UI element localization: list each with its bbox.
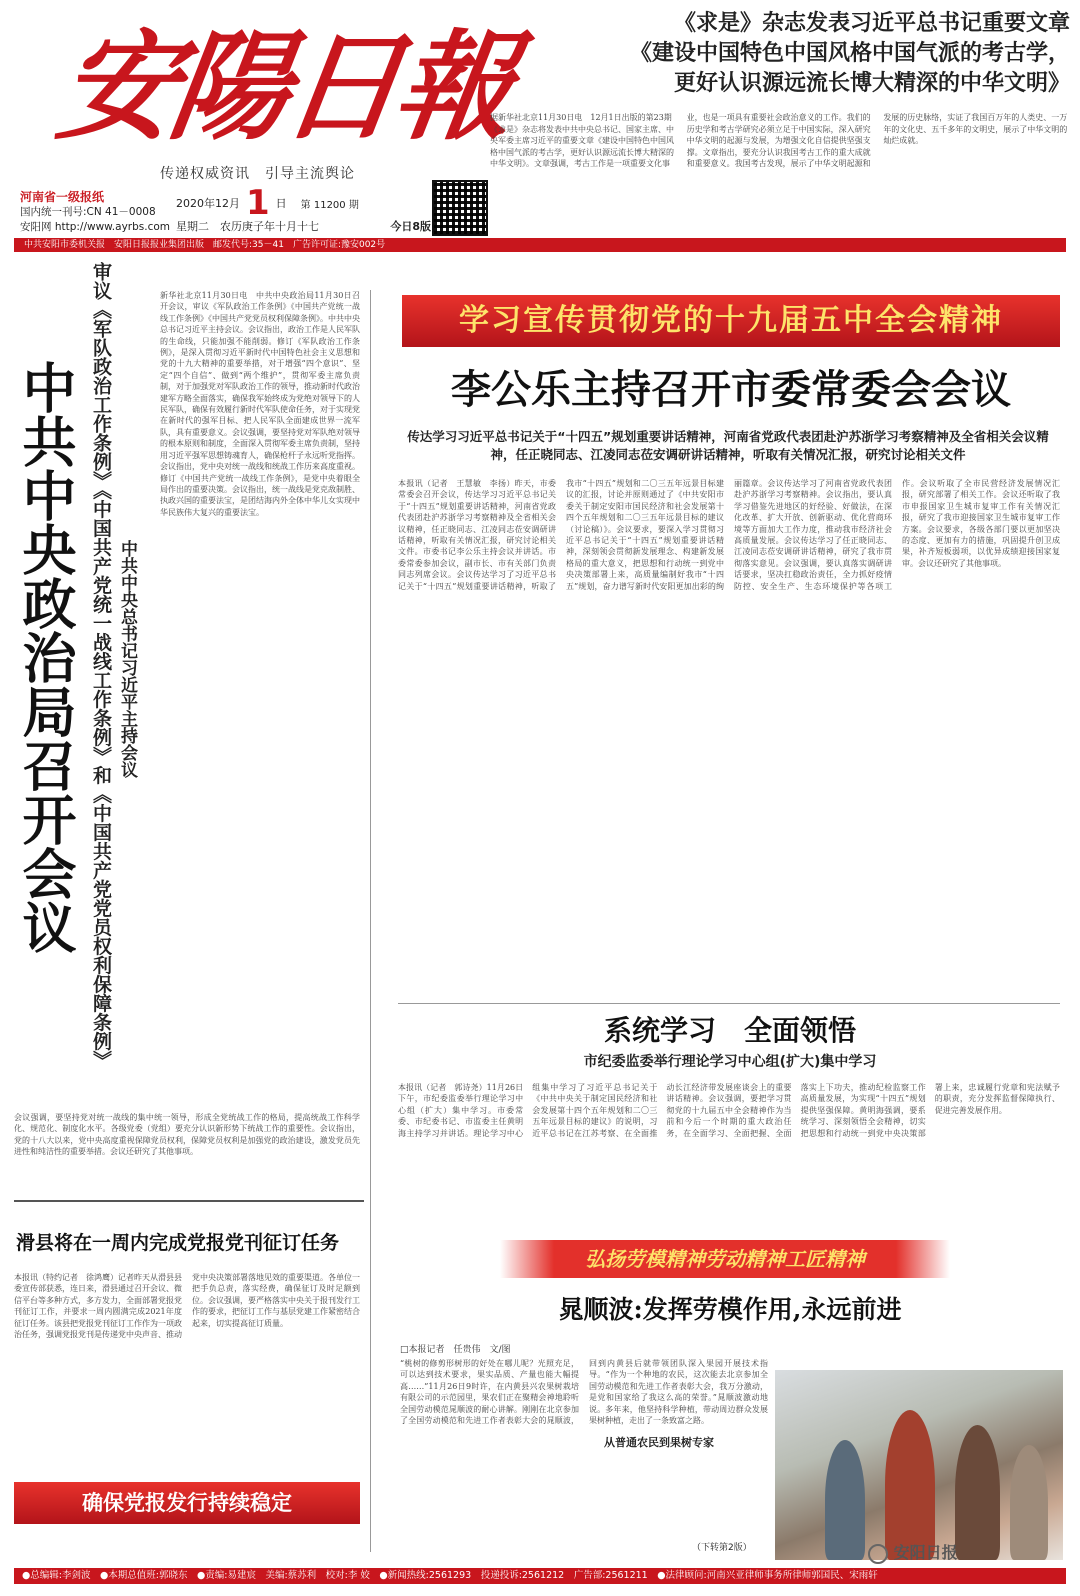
model-worker-body-text: “桃树的修剪形树形的好处在哪儿呢？光照充足，可以达到技术要求，果实品质、产量也能大幅提高……”11月26日9时许，在内黄县兴农果树栽培有限公司的示范园里，果农们正在聚精会神地聆听全国劳动模范晁顺波的耐心讲解。刚刚在北京参加了全国劳动模范和先进工作者表彰大会的晁顺波，回到内黄县后就带领团队深入果园开展技术指导。“作为一个种地的农民，这次能去北京参加全国劳动模范和先进工作者表彰大会，我万分激动，是党和国家给了我这么高的荣誉。”晁顺波激动地说。多年来，他坚持科学种植，带动周边群众发展果树种植，走出了一条致富之路。: [400, 1359, 768, 1426]
date-box: [176, 183, 431, 234]
top-story-headline: [490, 8, 1070, 98]
publication-info: [20, 190, 170, 235]
date-month: 2020年12月: [176, 197, 240, 210]
top-headline-1: 《求是》杂志发表习近平总书记重要文章: [673, 10, 1070, 36]
watermark-text: 安阳日报: [893, 1543, 958, 1562]
model-worker-headline: 晁顺波:发挥劳模作用,永远前进: [558, 1295, 902, 1324]
date-unit: 日: [275, 197, 287, 210]
website-link[interactable]: 安阳网 http://www.ayrbs.com: [20, 221, 171, 233]
study-campaign-banner: 学习宣传贯彻党的十九届五中全会精神: [402, 295, 1060, 347]
main-divider: [398, 1003, 1060, 1004]
continue-note[interactable]: （下转第2版）: [692, 1540, 752, 1553]
main-story-body: 本报讯（记者 王慧敏 李扬）昨天，市委常委会召开会议，传达学习习近平总书记关于“十四五”规划重要讲话精神，河南省党政代表团赴沪苏浙学习考察精神及全省相关会议精神，任正晓同志、江凌同志莅安调研讲话精神，听取有关情况汇报，研究讨论相关文件。市委书记李公乐主持会议并讲话。市委常委参加会议，副市长、市有关部门负责同志列席会议。会议传达学习了习近平总书记关于“十四五”规划重要讲话精神，听取了我市“十四五”规划和二〇三五年远景目标建议的汇报，讨论并原则通过了《中共安阳市委关于制定安阳市国民经济和社会发展第十四个五年规划和二〇三五年远景目标的建议（讨论稿）》。会议要求，要深入学习贯彻习近平总书记关于“十四五”规划重要讲话精神，深刻领会贯彻新发展理念、构建新发展格局的重大意义，把思想和行动统一到党中央决策部署上来，高质量编制好我市“十四五”规划，奋力谱写新时代安阳更加出彩的绚丽篇章。会议传达学习了河南省党政代表团赴沪苏浙学习考察精神。会议指出，要认真学习借鉴先进地区的好经验、好做法，在深化改革、扩大开放、创新驱动、优化营商环境等方面加大工作力度，推动我市经济社会高质量发展。会议传达学习了任正晓同志、江凌同志莅安调研讲话精神，研究了我市贯彻落实意见。会议强调，要认真落实调研讲话要求，坚决扛稳政治责任，全力抓好疫情防控、安全生产、生态环境保护等各项工作。会议听取了全市民营经济发展情况汇报，研究部署了相关工作。会议还听取了我市申报国家卫生城市复审工作有关情况汇报，研究了我市迎接国家卫生城市复审工作方案。会议要求，各级各部门要以更加坚决的态度、更加有力的措施，巩固提升创卫成果，补齐短板弱项，以优异成绩迎接国家复审。会议还研究了其他事项。: [398, 479, 1060, 591]
model-worker-banner: 弘扬劳模精神劳动精神工匠精神: [500, 1240, 950, 1278]
weekday-lunar: 星期二 农历庚子年十月十七: [176, 220, 319, 233]
model-worker-byline: □本报记者 任贵伟 文/图: [400, 1345, 511, 1355]
person-figure: [1010, 1445, 1048, 1560]
top-story-body: 据新华社北京11月30日电 12月1日出版的第23期《求是》杂志将发表中共中央总书记、国家主席、中央军委主席习近平的重要文章《建设中国特色中国风格中国气派的考古学，更好认识源远流长博大精深的中华文明》。文章强调，考古工作是一项重要文化事业，也是一项具有重要社会政治意义的工作。我们的历史学和考古学研究必须立足于中国实际，深入研究中华文明的起源与发展，为增强文化自信提供坚强支撑。文章指出，要充分认识我国考古工作的重大成就和重要意义。我国考古发现，展示了中华文明起源和发展的历史脉络，实证了我国百万年的人类史、一万年的文化史、五千多年的文明史，展示了中华文明的灿烂成就。: [490, 113, 1068, 168]
politburo-headline: 中共中央政治局召开会议: [14, 360, 77, 954]
orchard-photo: [775, 1370, 1063, 1560]
politburo-body-text: 新华社北京11月30日电 中共中央政治局11月30日召开会议，审议《军队政治工作条例》《中国共产党统一战线工作条例》《中国共产党党员权利保障条例》。中共中央总书记习近平主持会议。会议指出，政治工作是人民军队的生命线，只能加强不能削弱。修订《军队政治工作条例》，是深入贯彻习近平新时代中国特色社会主义思想和党的十九大精神的重要举措，对于增强“四个意识”、坚定“四个自信”、做到“两个维护”，贯彻军委主席负责制，对于加强党对军队政治工作的领导，推动新时代政治建军方略全面落实，确保我军始终成为党绝对领导下的人民军队，确保有效履行新时代军队使命任务，对于实现党在新时代的强军目标、把人民军队全面建成世界一流军队，具有重要意义。会议强调，要坚持党对军队绝对领导的根本原则和制度，全面深入贯彻军委主席负责制，坚持用习近平强军思想铸魂育人，确保枪杆子永远听党指挥。会议指出，党中央对统一战线和统战工作历来高度重视。修订《中国共产党统一战线工作条例》，是党中央着眼全局作出的重要决策。会议指出，统一战线是党克敌制胜、执政兴国的重要法宝，是团结海内外全体中华儿女实现中华民族伟大复兴的重要法宝。: [160, 291, 360, 517]
top-headline-3: 更好认识源远流长博大精深的中华文明》: [673, 70, 1070, 96]
wechat-icon: [868, 1544, 888, 1564]
issue-number: 第 11200 期: [300, 199, 359, 211]
model-worker-subhead: 从普通农民到果树专家: [600, 1432, 718, 1452]
huaxian-body: 本报讯（特约记者 徐鸿鹰）记者昨天从滑县县委宣传部获悉，连日来，滑县通过召开会议、微信平台等多种方式，多方发力，全面部署党报党刊征订工作，并要求一周内圆满完成2021年度征订任务。该县把党报党刊征订工作作为一项政治任务，强调党报党刊是传递党中央声音、推动党中央决策部署落地见效的重要渠道。各单位一把手负总责，落实经费，确保征订及时足额到位。会议强调，要严格落实中央关于报刊发行工作的要求，把征订工作与基层党建工作紧密结合起来，切实提高征订质量。: [14, 1273, 360, 1340]
politburo-body-continued: 会议强调，要坚持党对统一战线的集中统一领导，形成全党统战工作的格局，提高统战工作科学化、规范化、制度化水平。各级党委（党组）要充分认识新形势下统战工作的重要性。会议指出，党的十八大以来，党中央高度重视保障党员权利，保障党员权利是加强党的政治建设，激发党员先进性和纯洁性的重要举措。会议还研究了其他事项。: [14, 1113, 360, 1157]
study-body: 本报讯（记者 郭诗尧）11月26日下午，市纪委监委举行理论学习中心组（扩大）集中学习。市委常委、市纪委书记、市监委主任黄明海主持学习并讲话。理论学习中心组集中学习了习近平总书记关于《中共中央关于制定国民经济和社会发展第十四个五年规划和二〇三五年远景目标的建议》的说明，习近平总书记在江苏考察、在全面推动长江经济带发展座谈会上的重要讲话精神。会议强调，要把学习贯彻党的十九届五中全会精神作为当前和今后一个时期的重大政治任务，在全面学习、全面把握、全面落实上下功夫，推动纪检监察工作高质量发展，为实现“十四五”规划提供坚强保障。黄明海强调，要系统学习、深刻领悟全会精神，切实把思想和行动统一到党中央决策部署上来，忠诚履行党章和宪法赋予的职责，充分发挥监督保障执行、促进完善发展作用。: [398, 1083, 1060, 1138]
masthead-slogan: 传递权威资讯 引导主流舆论: [160, 166, 355, 182]
masthead-logo: [50, 12, 518, 162]
politburo-subtitle-1: 审议《军队政治工作条例》《中国共产党统一战线工作条例》和《中国共产党党员权利保障条例》: [90, 262, 112, 1070]
paper-level: 河南省一级报纸: [20, 190, 105, 204]
model-worker-body: [400, 1358, 768, 1550]
politburo-subtitle-2: 中共中央总书记习近平主持会议: [117, 540, 137, 778]
footer-credits: ●总编辑:李剑波 ●本期总值班:郭晓东 ●责编:易建宸 美编:蔡苏利 校对:李 姣 ●新闻热线:2561293 投递投诉:2561212 广告部:2561211 ●法律顾问:河南兴亚律师事务所律师郭国民、宋雨轩: [14, 1568, 1066, 1584]
top-headline-2: 《建设中国特色中国风格中国气派的考古学，: [629, 40, 1070, 66]
main-subheadline: 传达学习习近平总书记关于“十四五”规划重要讲话精神，河南省党政代表团赴沪苏浙学习考察精神及全省相关会议精神，任正晓同志、江凌同志莅安调研讲话精神，听取有关情况汇报，研究讨论相关文件: [407, 429, 1049, 462]
qr-code-icon[interactable]: [432, 180, 488, 236]
cn-number: 国内统一刊号:CN 41－0008: [20, 206, 156, 218]
publisher-bar: 中共安阳市委机关报 安阳日报报业集团出版 邮发代号:35－41 广告许可证:豫安002号: [14, 238, 1066, 252]
page-count: 今日8版: [390, 220, 431, 233]
main-headline: 李公乐主持召开市委常委会会议: [451, 367, 1011, 413]
column-divider: [370, 290, 371, 1552]
masthead-title: 安陽日報: [50, 17, 518, 156]
date-day: 1: [246, 183, 270, 223]
watermark-logo: [868, 1540, 958, 1564]
politburo-body: [160, 290, 360, 1082]
study-headline: 系统学习 全面领悟: [603, 1014, 856, 1047]
person-figure: [955, 1425, 1000, 1560]
section-divider: [14, 1200, 364, 1202]
person-figure: [885, 1410, 935, 1560]
study-subheadline: 市纪委监委举行理论学习中心组(扩大)集中学习: [583, 1054, 877, 1070]
person-figure: [825, 1440, 865, 1560]
huaxian-banner: 确保党报发行持续稳定: [14, 1482, 360, 1524]
huaxian-headline: 滑县将在一周内完成党报党刊征订任务: [16, 1232, 340, 1254]
